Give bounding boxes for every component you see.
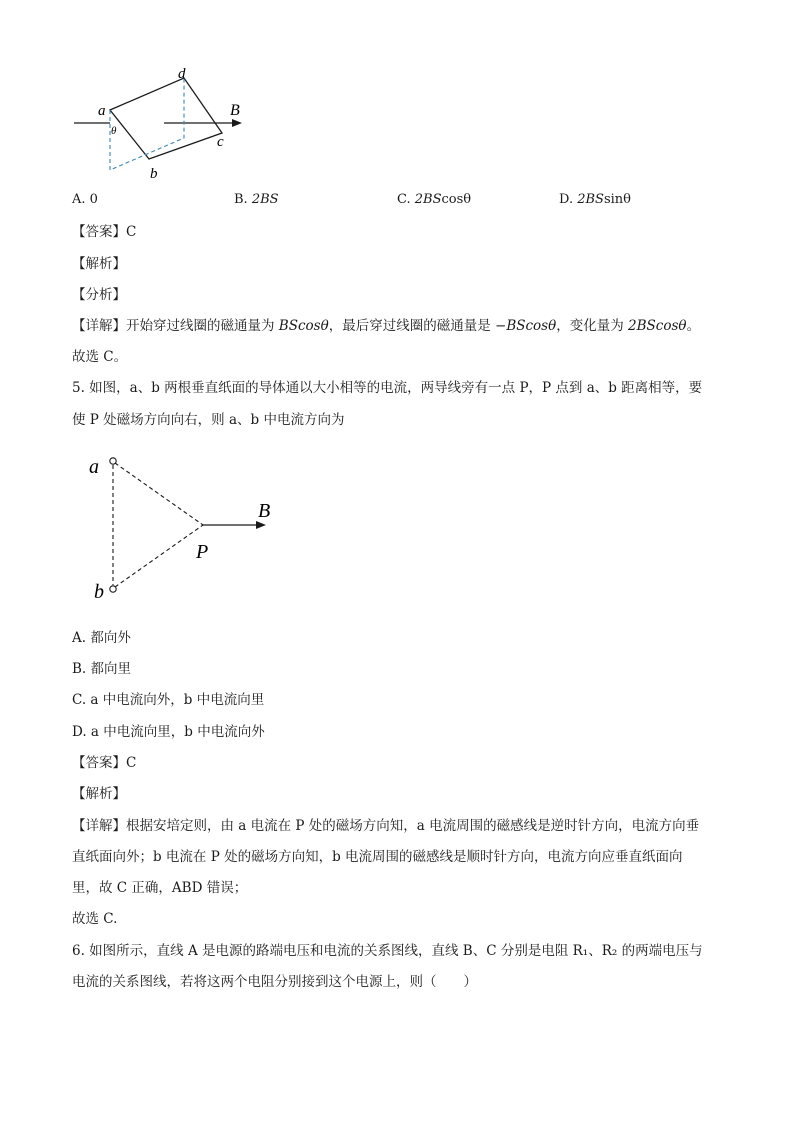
wire-a [110, 458, 116, 464]
q4-analysis-tag: 【解析】 [72, 256, 126, 272]
q5-detail-line1: 【详解】根据安培定则，由 a 电流在 P 处的磁场方向知，a 电流周围的磁感线是逆时针方向，电流方向垂 [72, 818, 700, 834]
q5-conclusion: 故选 C. [72, 911, 118, 927]
q5-option-c[interactable]: C. a 中电流向外，b 中电流向里 [72, 692, 265, 708]
q4-answer: 【答案】C [72, 224, 137, 240]
q4-detail: 【详解】开始穿过线圈的磁通量为 BScosθ，最后穿过线圈的磁通量是 −BScosθ，变化量为 2BScosθ。 [72, 318, 701, 334]
label-P: P [196, 541, 209, 563]
label-theta: θ [111, 125, 117, 137]
q5-detail-line3: 里，故 C 正确，ABD 错误； [72, 880, 248, 896]
field-arrowhead [256, 521, 266, 529]
q5-option-b[interactable]: B. 都向里 [72, 661, 132, 677]
label-a: a [98, 103, 106, 119]
field-arrowhead [232, 119, 242, 127]
dashed-bP [115, 525, 203, 587]
coil [110, 78, 222, 159]
label-b: b [94, 581, 104, 603]
q4-conclusion: 故选 C。 [72, 349, 128, 365]
label-d: d [178, 66, 186, 82]
label-c: c [217, 134, 224, 150]
q5-option-d[interactable]: D. a 中电流向里，b 中电流向外 [72, 724, 265, 740]
wire-b [110, 586, 116, 592]
q5-answer: 【答案】C [72, 755, 137, 771]
q4-option-c[interactable]: C. 2BScosθ [397, 192, 472, 207]
label-b: b [150, 166, 158, 182]
q5-analysis-tag: 【解析】 [72, 786, 126, 802]
q6-stem-line2: 电流的关系图线，若将这两个电阻分别接到这个电源上，则（ ） [72, 974, 477, 990]
q5-stem-line2: 使 P 处磁场方向向右，则 a、b 中电流方向为 [72, 412, 345, 428]
q4-option-d[interactable]: D. 2BSsinθ [559, 192, 631, 207]
label-a: a [89, 456, 99, 478]
q5-option-a[interactable]: A. 都向外 [72, 630, 131, 646]
q5-stem-line1: 5. 如图，a、b 两根垂直纸面的导体通以大小相等的电流，两导线旁有一点 P，P 点到 a、b 距离相等，要 [72, 380, 703, 396]
dashed-aP [115, 463, 203, 525]
label-B: B [230, 102, 240, 119]
q4-option-a[interactable]: A. 0 [72, 192, 98, 207]
q5-detail-line2: 直纸面向外；b 电流在 P 处的磁场方向知，b 电流周围的磁感线是顺时针方向，电流方向应垂直纸面向 [72, 849, 683, 865]
coil-figure [60, 60, 260, 185]
label-B: B [258, 500, 271, 522]
q4-option-b[interactable]: B. 2BS [234, 192, 279, 207]
q4-fenxi-tag: 【分析】 [72, 287, 126, 303]
wires-figure [80, 445, 290, 605]
q6-stem-line1: 6. 如图所示，直线 A 是电源的路端电压和电流的关系图线，直线 B、C 分别是电阻 R₁、R₂ 的两端电压与 [72, 943, 703, 959]
